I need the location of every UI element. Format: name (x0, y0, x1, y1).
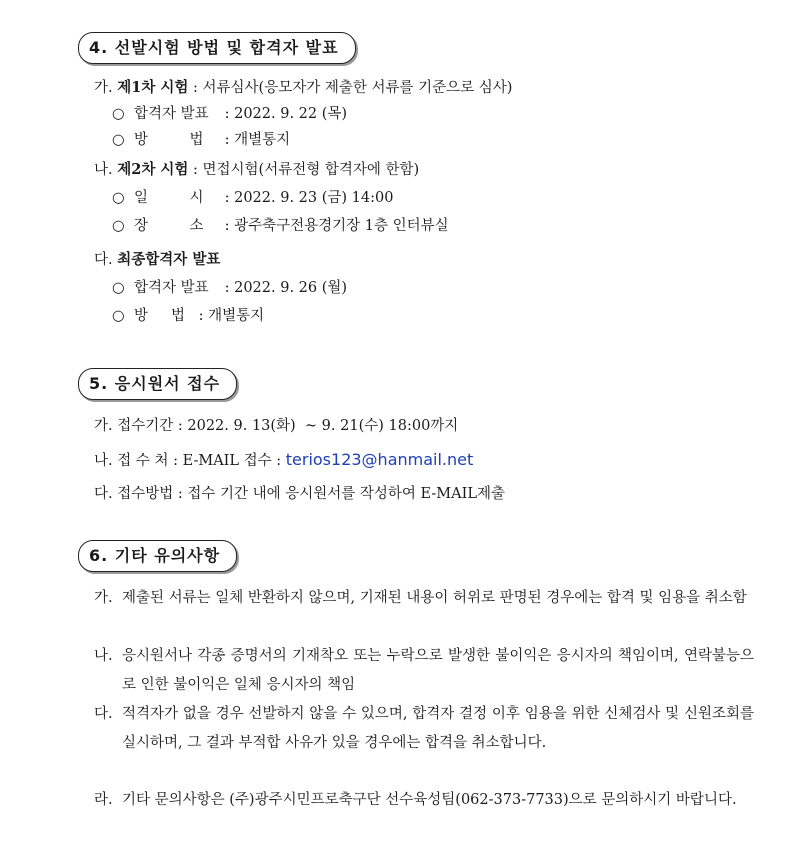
separator: : (220, 106, 235, 122)
bullet: ○ (112, 218, 125, 234)
marker: 나. (94, 162, 113, 178)
item-label: 접수방법 (117, 486, 174, 502)
separator: : (173, 486, 188, 502)
separator: : (173, 418, 188, 434)
separator: : (194, 308, 209, 324)
marker: 가. (94, 590, 113, 606)
item-text: 제출된 서류는 일체 반환하지 않으며, 기재된 내용이 허위로 판명된 경우에는 합격 및 임용을 취소함 (122, 590, 747, 606)
section-4-na-sub-2 (112, 216, 449, 236)
item-label: 접 수 처 (117, 453, 169, 469)
section-4-da-sub-2 (112, 306, 264, 326)
bullet: ○ (112, 280, 125, 296)
email-link[interactable]: terios123@hanmail.net (285, 450, 474, 469)
item-value: E-MAIL 접수 : (182, 453, 286, 469)
bullet: ○ (112, 308, 125, 324)
section-5-item-1 (94, 416, 458, 436)
section-4-ga-sub-1 (112, 104, 347, 124)
separator: : (220, 280, 235, 296)
sub-value: 2022. 9. 26 (월) (234, 280, 348, 296)
marker: 가. (94, 80, 113, 96)
section-5-item-2 (94, 450, 473, 471)
marker: 다. (94, 252, 113, 268)
section-4-na-sub-1 (112, 188, 393, 208)
separator: : (220, 132, 235, 148)
sub-value: 개별통지 (234, 132, 291, 148)
section-6-item-4 (94, 786, 754, 815)
section-5-title: 5. 응시원서 접수 (78, 368, 237, 400)
separator: : (168, 453, 183, 469)
sub-value: 2022. 9. 23 (금) 14:00 (234, 190, 394, 206)
sub-label: 합격자 발표 (134, 280, 209, 296)
sub-value: 광주축구전용경기장 1층 인터뷰실 (234, 218, 449, 234)
item-label: 제2차 시험 (117, 161, 189, 178)
section-6-title: 6. 기타 유의사항 (78, 540, 237, 572)
item-text: 기타 문의사항은 (주)광주시민프로축구단 선수육성팀(062-373-7733)으로 문의하시기 바랍니다. (122, 792, 737, 808)
separator: : (220, 190, 235, 206)
section-6-item-3 (94, 700, 754, 758)
item-label: 제1차 시험 (117, 79, 189, 96)
item-text: 면접시험(서류전형 합격자에 한함) (202, 162, 420, 178)
marker: 다. (94, 486, 113, 502)
item-text: 서류심사(응모자가 제출한 서류를 기준으로 심사) (202, 80, 513, 96)
section-6-item-1 (94, 584, 754, 613)
sub-label: 합격자 발표 (134, 106, 209, 122)
sub-value: 개별통지 (208, 308, 265, 324)
item-value: 접수 기간 내에 응시원서를 작성하여 E-MAIL제출 (187, 486, 505, 502)
item-label: 최종합격자 발표 (117, 251, 221, 268)
item-value: 2022. 9. 13(화) ~ 9. 21(수) 18:00까지 (187, 418, 459, 434)
section-4-ga-sub-2 (112, 130, 290, 150)
item-label: 접수기간 (117, 418, 174, 434)
section-5-item-3 (94, 484, 505, 504)
sub-label: 장 소 (134, 218, 204, 234)
marker: 나. (94, 648, 113, 664)
bullet: ○ (112, 132, 125, 148)
marker: 가. (94, 418, 113, 434)
separator: : (220, 218, 235, 234)
marker: 다. (94, 706, 113, 722)
bullet: ○ (112, 106, 125, 122)
sub-label: 방 법 (134, 132, 204, 148)
section-4-item-ga (94, 78, 512, 98)
marker: 나. (94, 453, 113, 469)
sub-value: 2022. 9. 22 (목) (234, 106, 348, 122)
separator: : (188, 162, 203, 178)
bullet: ○ (112, 190, 125, 206)
section-4-da-sub-1 (112, 278, 347, 298)
section-6-item-2 (94, 642, 754, 700)
section-4-item-da (94, 250, 220, 270)
marker: 라. (94, 792, 113, 808)
item-text: 응시원서나 각종 증명서의 기재착오 또는 누락으로 발생한 불이익은 응시자의 책임이며, 연락불능으로 인한 불이익은 일체 응시자의 책임 (122, 648, 754, 693)
section-4-title: 4. 선발시험 방법 및 합격자 발표 (78, 32, 356, 64)
section-4-item-na (94, 160, 419, 180)
separator: : (188, 80, 203, 96)
item-text: 적격자가 없을 경우 선발하지 않을 수 있으며, 합격자 결정 이후 임용을 위한 신체검사 및 신원조회를 실시하며, 그 결과 부적합 사유가 있을 경우에는 합격을 취소합니다. (122, 706, 754, 751)
sub-label: 일 시 (134, 190, 204, 206)
sub-label: 방 법 (134, 308, 186, 324)
